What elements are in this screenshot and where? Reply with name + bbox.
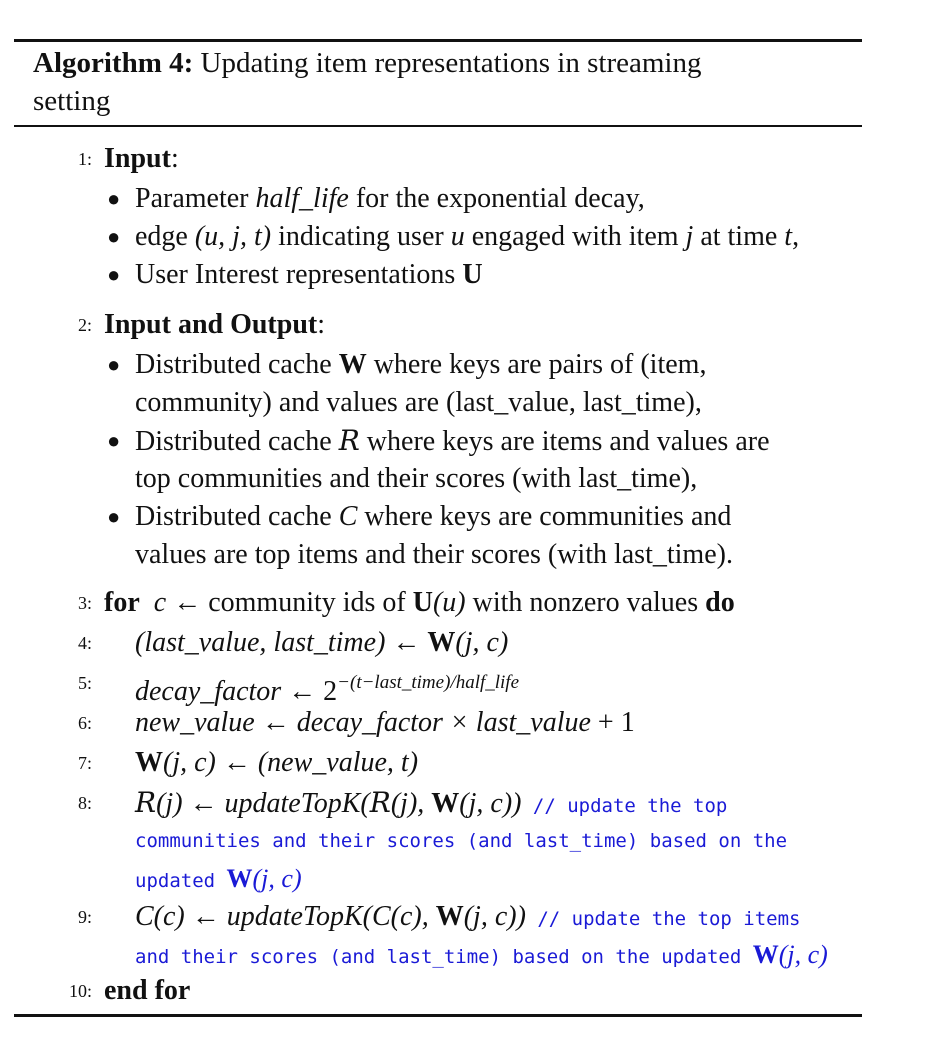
line-number: 5 : (30, 664, 92, 702)
text: where keys are communities and (357, 501, 732, 532)
math-args: (j, c) (163, 747, 216, 778)
bullet-icon: ● (107, 428, 121, 453)
comment: updated (135, 870, 227, 892)
line-number: 6 : (30, 704, 92, 742)
algorithm-title-cont: setting (33, 85, 111, 117)
top-rule (14, 39, 862, 42)
text: where keys are items and values are (359, 426, 770, 457)
line-number: 8 : (30, 784, 92, 822)
text: indicating user (271, 221, 451, 252)
math-half-life: half_life (255, 183, 349, 214)
text: User Interest representations (135, 259, 463, 290)
line-number: 3 : (30, 584, 92, 622)
keyword-input-output: Input and Output (104, 309, 318, 340)
arrow: ← (166, 587, 209, 618)
text: community) and values are (last_value, last_time), (135, 387, 702, 418)
math-W: W (427, 627, 456, 658)
math-new-value: new_value (135, 707, 255, 738)
bullet-icon: ● (107, 224, 121, 249)
math-W: W (752, 940, 779, 969)
text: at time (693, 221, 785, 252)
caption-rule (14, 125, 862, 127)
algorithm-caption (33, 44, 853, 120)
text: Parameter (135, 183, 256, 214)
math-W: W (435, 901, 464, 932)
text: edge (135, 221, 195, 252)
keyword-input: Input (104, 143, 171, 174)
math-edge: (u, j, t) (194, 221, 272, 252)
text: top communities and their scores (with last_time), (135, 463, 698, 494)
arrow: ← (385, 627, 428, 658)
math-decay-factor: decay_factor (135, 676, 282, 707)
math-u: u (450, 221, 465, 252)
colon: : (317, 309, 326, 340)
line-number: 9 : (30, 898, 92, 936)
text: Distributed cache (135, 501, 339, 532)
math-args: (j, c)) (459, 788, 522, 819)
math-plus-one: + 1 (590, 707, 635, 738)
math-exponent: −(t−last_time)/half_life (337, 672, 520, 693)
arrow: ← (215, 747, 258, 778)
bullet-icon: ● (107, 352, 121, 377)
arrow: ← (281, 676, 324, 707)
algorithm-label: Algorithm 4: (33, 47, 194, 79)
math-t: t (784, 221, 793, 252)
keyword-do: do (705, 587, 735, 618)
line-number: 10 : (30, 972, 92, 1010)
math-W: W (338, 349, 367, 380)
math-C: C (338, 501, 358, 532)
text: community ids of (208, 587, 413, 618)
text: Distributed cache (135, 349, 339, 380)
algorithm-title: Updating item representations in streaming (200, 47, 702, 79)
math-args: (j, c)) (463, 901, 526, 932)
math-R: R (135, 786, 157, 819)
math-args: (j, c) (252, 864, 302, 893)
math-U: U (462, 259, 483, 290)
text: , (792, 221, 800, 252)
comment: // update the top items (525, 908, 801, 930)
math-W: W (135, 747, 163, 778)
line-number: 2 : (30, 306, 92, 344)
bottom-rule (14, 1014, 862, 1017)
text: values are top items and their scores (with last_time). (135, 539, 733, 570)
comment: communities and their scores (and last_time) based on the (135, 830, 788, 852)
math-args: (j), (390, 788, 432, 819)
math-W: W (226, 864, 253, 893)
arrow: ← (184, 901, 227, 932)
math-R: R (369, 786, 391, 819)
comment: // update the top (521, 795, 728, 817)
arrow: ← (254, 707, 297, 738)
math-W: W (431, 788, 460, 819)
line-number: 4 : (30, 624, 92, 662)
math-args: (j, c) (778, 940, 828, 969)
math-R: R (338, 424, 360, 457)
math-args: (j) (156, 788, 183, 819)
keyword-for: for (104, 587, 140, 618)
text: for the exponential decay, (348, 183, 645, 214)
bullet-icon: ● (107, 262, 121, 287)
math-u: (u) (432, 587, 466, 618)
line-number: 7 : (30, 744, 92, 782)
math-function: updateTopK( (224, 788, 370, 819)
colon: : (170, 143, 179, 174)
comment: and their scores (and last_time) based on the updated (135, 946, 753, 968)
math-tuple: (last_value, last_time) (135, 627, 386, 658)
math-U: U (412, 587, 433, 618)
text: engaged with item (464, 221, 686, 252)
text: Distributed cache (135, 426, 339, 457)
bullet-icon: ● (107, 186, 121, 211)
math-tuple: (new_value, t) (257, 747, 419, 778)
math-j: j (685, 221, 694, 252)
keyword-end-for: end for (104, 975, 191, 1006)
text: with nonzero values (465, 587, 706, 618)
math-base: 2 (323, 676, 338, 707)
bullet-icon: ● (107, 504, 121, 529)
math-c: c (153, 587, 167, 618)
text: where keys are pairs of (item, (366, 349, 707, 380)
math-function: updateTopK(C(c), (226, 901, 436, 932)
math-C: C(c) (135, 901, 185, 932)
arrow: ← (182, 788, 225, 819)
math-args: (j, c) (455, 627, 509, 658)
line-number: 1 : (30, 140, 92, 178)
math-expression: decay_factor × last_value (296, 707, 591, 738)
